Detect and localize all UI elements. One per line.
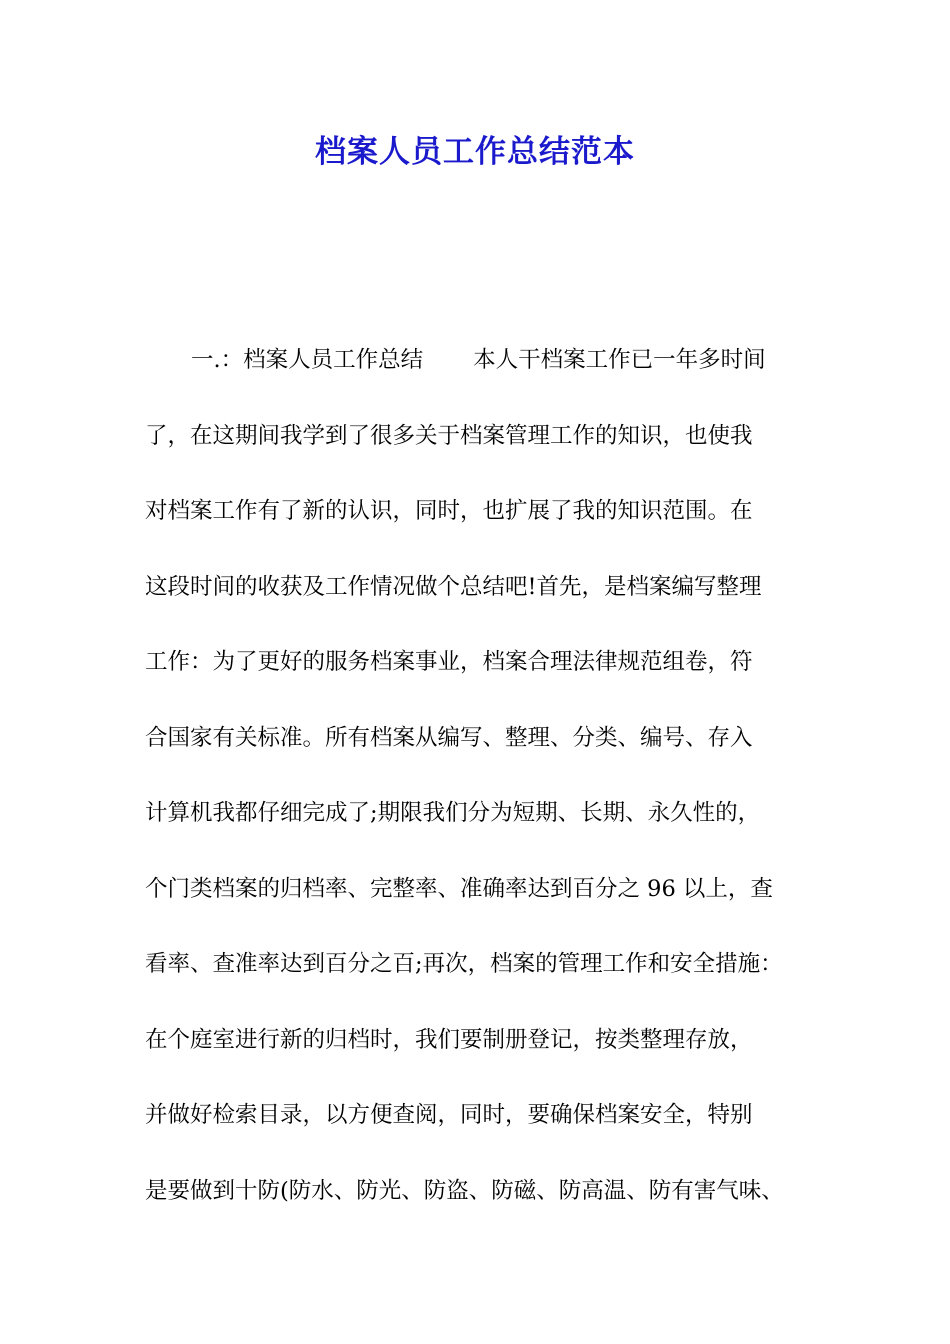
body-line-11: 并做好检索目录，以方便查阅，同时，要确保档案安全，特别 bbox=[145, 1102, 753, 1128]
body-line-12: 是要做到十防(防水、防光、防盗、防磁、防高温、防有害气味、 bbox=[145, 1177, 784, 1204]
body-line-10: 在个庭室进行新的归档时，我们要制册登记，按类整理存放， bbox=[145, 1026, 753, 1053]
body-line-2: 了，在这期间我学到了很多关于档案管理工作的知识，也使我 bbox=[145, 422, 753, 449]
body-line-9: 看率、查准率达到百分之百;再次，档案的管理工作和安全措施： bbox=[145, 951, 783, 977]
body-line-4: 这段时间的收获及工作情况做个总结吧!首先，是档案编写整理 bbox=[145, 573, 762, 600]
body-line-6: 合国家有关标准。所有档案从编写、整理、分类、编号、存入 bbox=[145, 724, 753, 751]
body-line-1 bbox=[145, 338, 813, 390]
body-line-8: 个门类档案的归档率、完整率、准确率达到百分之 96 以上，查 bbox=[145, 875, 773, 902]
section-heading: 一.：档案人员工作总结 bbox=[191, 347, 424, 373]
body-line-7: 计算机我都仔细完成了;期限我们分为短期、长期、永久性的， bbox=[145, 800, 761, 826]
body-line-5: 工作：为了更好的服务档案事业，档案合理法律规范组卷，符 bbox=[145, 649, 753, 675]
document-body bbox=[145, 338, 813, 1244]
body-line-1-text: 本人干档案工作已一年多时间 bbox=[473, 347, 766, 373]
document-title: 档案人员工作总结范本 bbox=[315, 134, 635, 170]
body-line-3: 对档案工作有了新的认识，同时，也扩展了我的知识范围。在 bbox=[145, 498, 753, 524]
